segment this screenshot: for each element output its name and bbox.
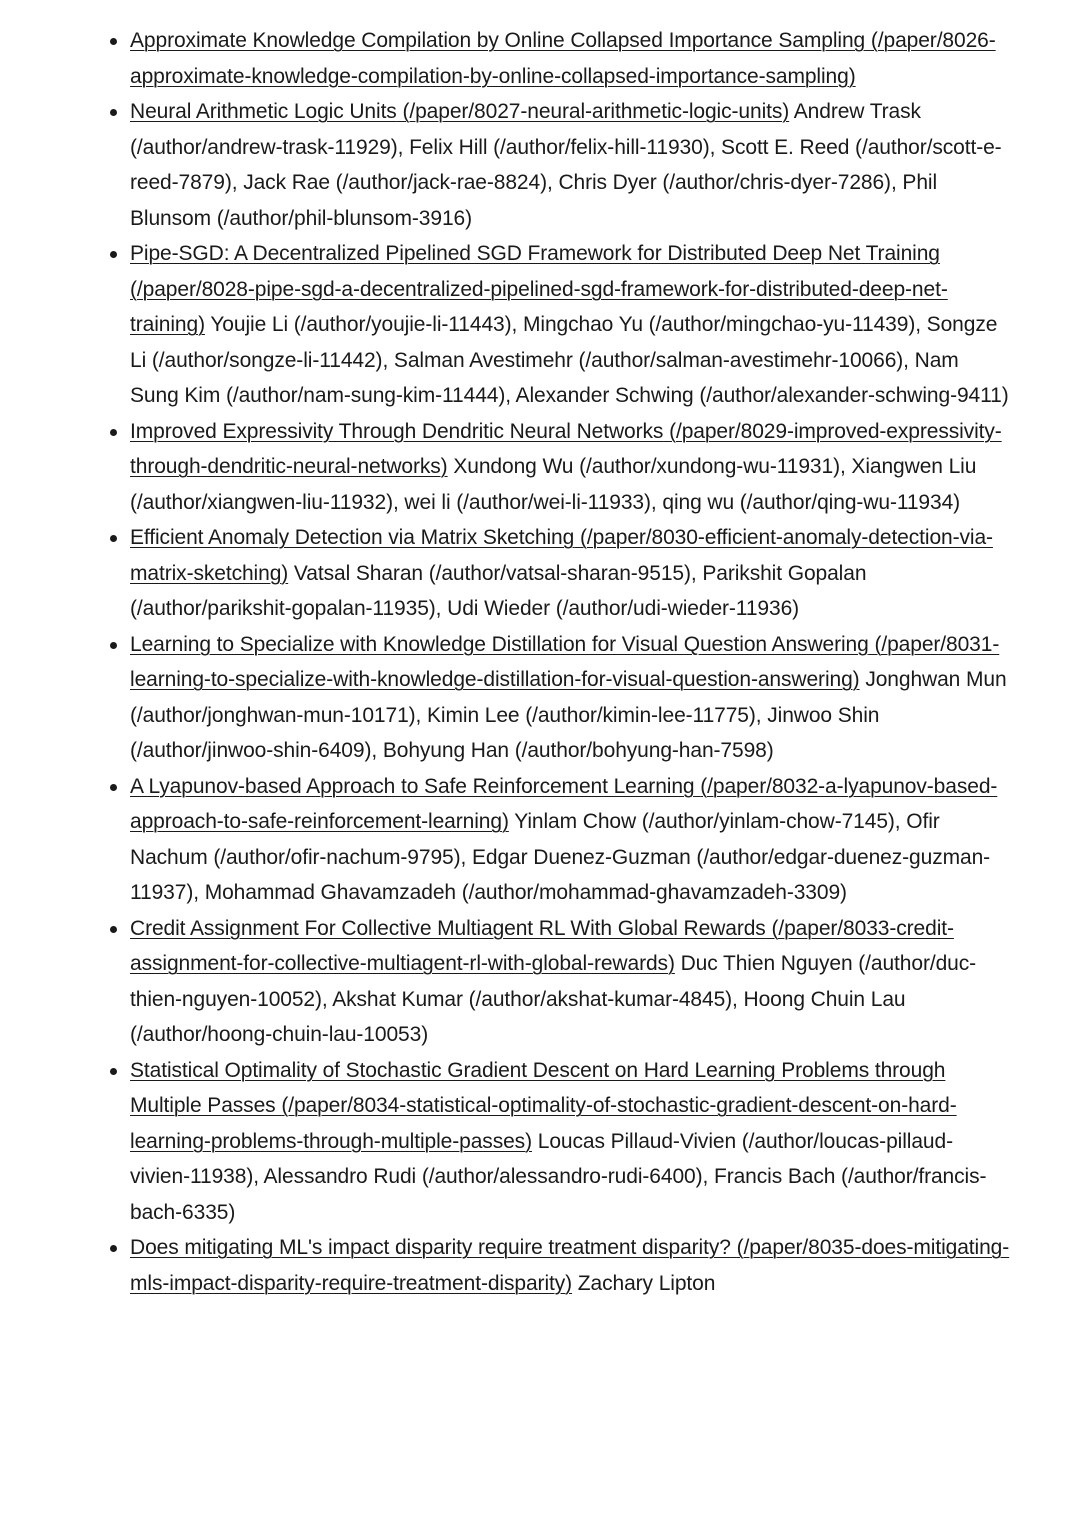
paper-link[interactable] (130, 29, 996, 88)
list-item (130, 23, 1010, 94)
paper-authors: Xundong Wu (/author/xundong-wu-11931), Xiangwen Liu (/author/xiangwen-liu-11932), wei li (/author/wei-li-11933), qing wu (/author/qing-wu-11934) (130, 455, 977, 514)
list-item (130, 1053, 1010, 1231)
list-item (130, 769, 1010, 911)
paper-title[interactable]: Learning to Specialize with Knowledge Distillation for Visual Question Answering (130, 632, 869, 656)
paper-title[interactable]: Credit Assignment For Collective Multiagent RL With Global Rewards (130, 916, 766, 940)
paper-authors: Yinlam Chow (/author/yinlam-chow-7145), Ofir Nachum (/author/ofir-nachum-9795), Edgar Duenez-Guzman (/author/edgar-duenez-guzman-11937), Mohammad Ghavamzadeh (/author/mohammad-ghavamzadeh-3309) (130, 810, 991, 904)
paper-title[interactable]: Efficient Anomaly Detection via Matrix Sketching (130, 526, 575, 549)
list-item (130, 414, 1010, 521)
paper-authors: Jonghwan Mun (/author/jonghwan-mun-10171), Kimin Lee (/author/kimin-lee-11775), Jinwoo Shin (/author/jinwoo-shin-6409), Bohyung Han (/author/bohyung-han-7598) (130, 668, 1007, 762)
paper-url[interactable]: (/paper/8027-neural-arithmetic-logic-units) (402, 100, 790, 123)
paper-url[interactable]: (/paper/8026-approximate-knowledge-compilation-by-online-collapsed-importance-sampling) (130, 29, 996, 88)
paper-url[interactable]: (/paper/8034-statistical-optimality-of-stochastic-gradient-descent-on-hard-learning-problems-through-multiple-passes) (130, 1094, 957, 1153)
list-item (130, 236, 1010, 414)
paper-authors: Youjie Li (/author/youjie-li-11443), Mingchao Yu (/author/mingchao-yu-11439), Songze Li (/author/songze-li-11442), Salman Avestimehr (/author/salman-avestimehr-10066), Nam Sung Kim (/author/nam-sung-kim-11444), Alexander Schwing (/author/alexander-schwing-9411) (130, 313, 1009, 407)
paper-url[interactable]: (/paper/8028-pipe-sgd-a-decentralized-pipelined-sgd-framework-for-distributed-deep-net-training) (130, 277, 948, 336)
paper-title[interactable]: Statistical Optimality of Stochastic Gradient Descent on Hard Learning Problems through Multiple Passes (130, 1058, 946, 1117)
paper-title[interactable]: Improved Expressivity Through Dendritic Neural Networks (130, 419, 664, 443)
paper-title[interactable]: A Lyapunov-based Approach to Safe Reinforcement Learning (130, 774, 695, 798)
paper-url[interactable]: (/paper/8031-learning-to-specialize-with-knowledge-distillation-for-visual-question-answering) (130, 632, 1000, 691)
paper-list (0, 23, 1010, 1301)
paper-link[interactable] (130, 100, 789, 123)
list-item (130, 911, 1010, 1053)
paper-title[interactable]: Neural Arithmetic Logic Units (130, 100, 397, 123)
paper-url[interactable]: (/paper/8030-efficient-anomaly-detection-via-matrix-sketching) (130, 526, 993, 585)
list-item (130, 94, 1010, 236)
paper-title[interactable]: Approximate Knowledge Compilation by Online Collapsed Importance Sampling (130, 29, 866, 52)
paper-title[interactable]: Does mitigating ML's impact disparity require treatment disparity? (130, 1236, 731, 1259)
paper-url[interactable]: (/paper/8035-does-mitigating-mls-impact-disparity-require-treatment-disparity) (130, 1236, 1010, 1295)
paper-authors: Duc Thien Nguyen (/author/duc-thien-nguyen-10052), Akshat Kumar (/author/akshat-kumar-4845), Hoong Chuin Lau (/author/hoong-chuin-lau-10053) (130, 952, 977, 1046)
paper-authors: Loucas Pillaud-Vivien (/author/loucas-pillaud-vivien-11938), Alessandro Rudi (/author/alessandro-rudi-6400), Francis Bach (/author/francis-bach-6335) (130, 1129, 987, 1224)
list-item (130, 627, 1010, 769)
list-item (130, 520, 1010, 627)
paper-url[interactable]: (/paper/8029-improved-expressivity-through-dendritic-neural-networks) (130, 419, 1002, 478)
paper-url[interactable]: (/paper/8032-a-lyapunov-based-approach-to-safe-reinforcement-learning) (130, 774, 998, 833)
list-item (130, 1230, 1010, 1301)
paper-authors: Andrew Trask (/author/andrew-trask-11929), Felix Hill (/author/felix-hill-11930), Scott E. Reed (/author/scott-e-reed-7879), Jack Rae (/author/jack-rae-8824), Chris Dyer (/author/chris-dyer-7286), Phil Blunsom (/author/phil-blunsom-3916) (130, 100, 1002, 230)
paper-title[interactable]: Pipe-SGD: A Decentralized Pipelined SGD Framework for Distributed Deep Net Training (130, 242, 940, 265)
paper-authors: Zachary Lipton (577, 1271, 716, 1295)
paper-authors: Vatsal Sharan (/author/vatsal-sharan-9515), Parikshit Gopalan (/author/parikshit-gopalan-11935), Udi Wieder (/author/udi-wieder-11936) (130, 561, 867, 620)
paper-link[interactable] (130, 1236, 1009, 1295)
paper-url[interactable]: (/paper/8033-credit-assignment-for-collective-multiagent-rl-with-global-rewards) (130, 916, 954, 975)
